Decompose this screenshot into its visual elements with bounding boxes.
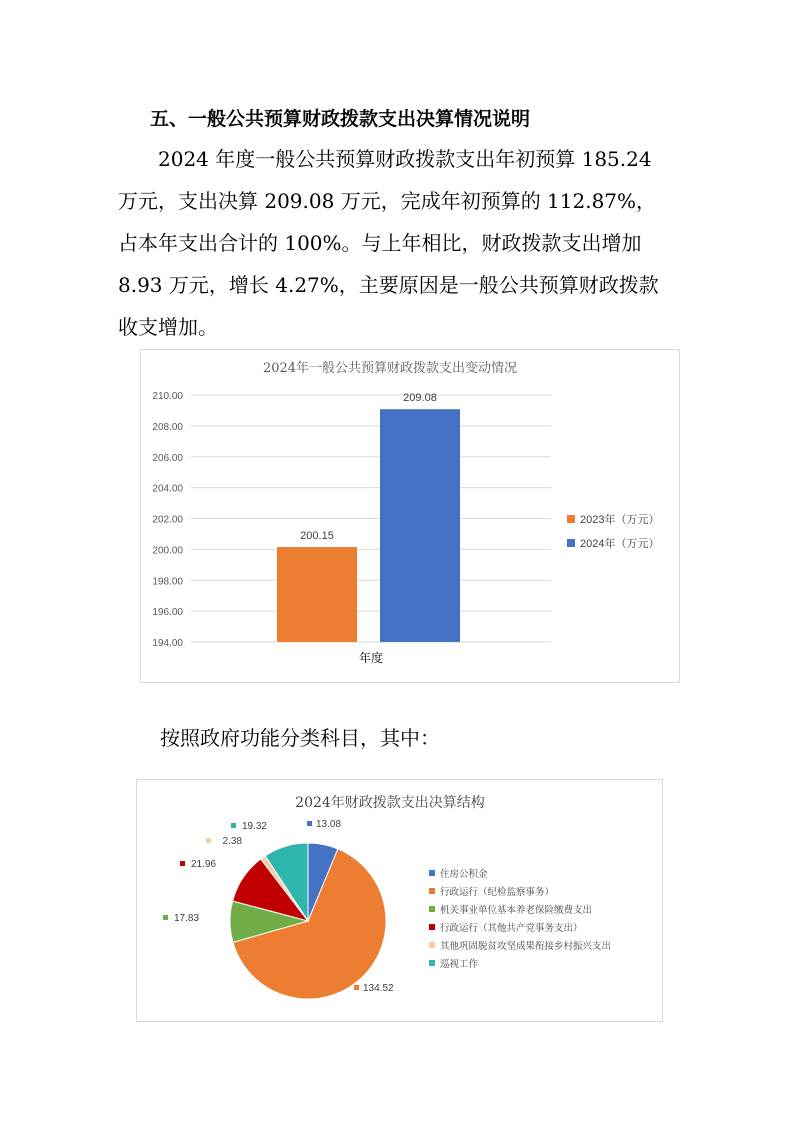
data-label-marker (307, 821, 312, 826)
legend-swatch (567, 515, 575, 523)
y-tick-label: 200.00 (152, 545, 183, 557)
data-label-marker (354, 985, 359, 990)
legend-label: 其他巩固脱贫攻坚成果衔接乡村振兴支出 (440, 941, 612, 952)
bar-data-label: 200.15 (300, 530, 334, 543)
data-label: 21.96 (190, 859, 216, 870)
legend-swatch (429, 924, 435, 930)
sub-heading: 按照政府功能分类科目，其中： (160, 726, 440, 750)
legend-label: 行政运行（纪检监察事务） (440, 887, 555, 898)
chart-title: 2024年一般公共预算财政拨款支出变动情况 (262, 361, 518, 376)
paragraph-text: 2024 年度一般公共预算财政拨款支出年初预算 185.24 万元，支出决算 209.08 万元，完成年初预算的 112.87%，占本年支出合计的 100%。与上年相比，财政拨款支出增加 8.93 万元，增长 4.27%，主要原因是一般公共预算财政拨款收支增加。 (118, 147, 659, 339)
legend-label: 机关事业单位基本养老保险缴费支出 (440, 905, 593, 916)
data-label-marker (180, 861, 185, 866)
legend-swatch (429, 906, 435, 912)
x-axis-label: 年度 (358, 651, 384, 665)
bar (380, 409, 460, 642)
legend-swatch (429, 870, 435, 876)
bar-data-label: 209.08 (403, 392, 437, 405)
legend-label: 2023年（万元） (580, 514, 660, 526)
y-tick-label: 204.00 (152, 483, 183, 495)
pie-chart (136, 779, 663, 1022)
legend-swatch (429, 888, 435, 894)
data-label: 13.08 (316, 819, 342, 830)
y-tick-label: 202.00 (152, 514, 183, 526)
y-tick-label: 194.00 (152, 638, 183, 649)
y-tick-label: 198.00 (152, 576, 183, 588)
y-tick-label: 206.00 (152, 452, 183, 464)
bar-chart-svg (141, 350, 679, 682)
bar-chart (140, 349, 680, 683)
pie-chart-svg (137, 780, 662, 1021)
data-label-marker (206, 838, 211, 843)
legend-label: 住房公积金 (440, 869, 488, 880)
data-label-marker (231, 823, 236, 828)
data-label: 19.32 (241, 821, 267, 832)
legend-swatch (429, 960, 435, 966)
data-label: 134.52 (363, 983, 394, 994)
chart-title: 2024年财政拨款支出决算结构 (295, 795, 485, 811)
legend-label: 巡视工作 (440, 959, 479, 970)
legend-label: 2024年（万元） (580, 538, 660, 550)
bar (277, 547, 357, 642)
legend-label: 行政运行（其他共产党事务支出） (440, 923, 583, 934)
legend-swatch (567, 539, 575, 547)
section-paragraph (118, 138, 673, 348)
section-heading: 五、一般公共预算财政拨款支出决算情况说明 (150, 108, 531, 130)
data-label: 2.38 (222, 836, 242, 847)
data-label: 17.83 (173, 913, 199, 924)
y-tick-label: 208.00 (152, 421, 183, 433)
legend-swatch (429, 942, 435, 948)
data-label-marker (163, 915, 168, 920)
y-tick-label: 196.00 (152, 607, 183, 619)
y-tick-label: 210.00 (152, 391, 183, 402)
